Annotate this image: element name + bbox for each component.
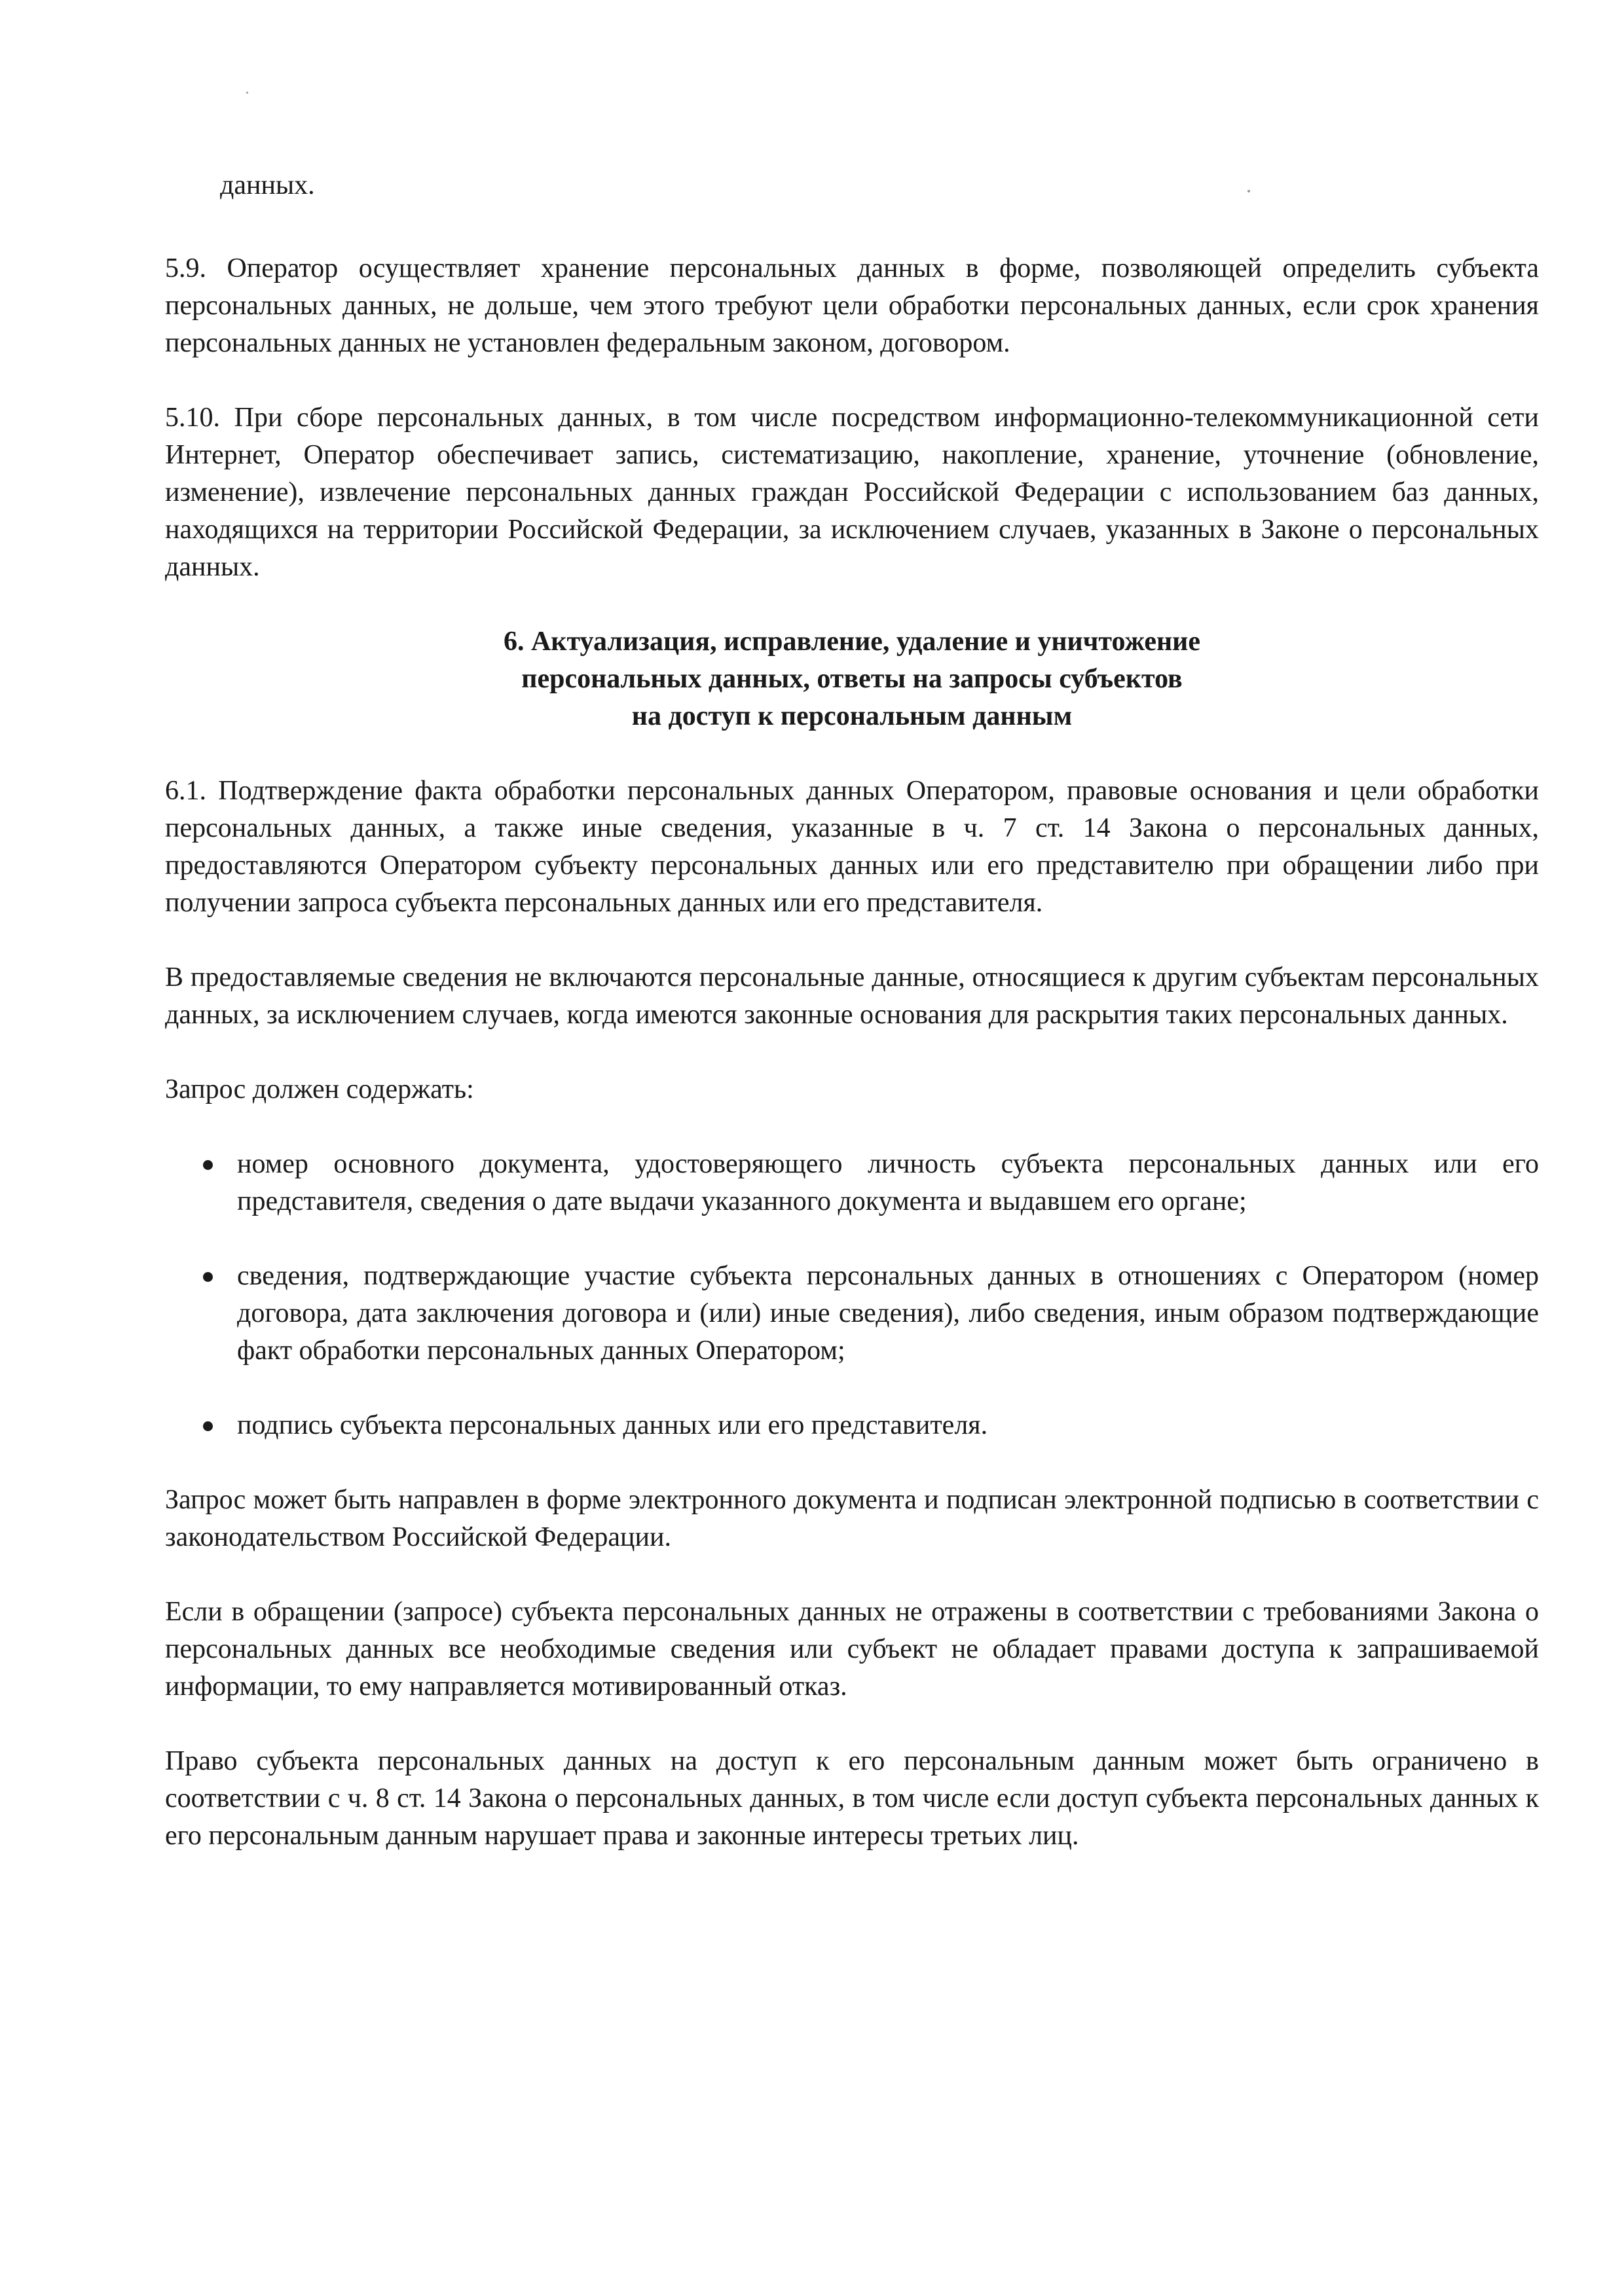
paragraph-5-10: 5.10. При сборе персональных данных, в том числе посредством информационно-телекоммуникационной сети Интернет, Оператор обеспечивает запись, систематизацию, накопление, хранение, уточнение (обновление, изменение), извлечение персональных данных граждан Российской Федерации с использованием баз данных, находящихся на территории Российской Федерации, за исключением случаев, указанных в Законе о персональных данных. [165,403,1539,582]
list-item-text: подпись субъекта персональных данных или его представителя. [237,1410,988,1440]
bullet-icon [203,1421,213,1431]
bullet-icon [203,1272,213,1282]
section-6-heading [165,623,1539,735]
list-item [165,1146,1539,1220]
paragraph-refusal: Если в обращении (запросе) субъекта персональных данных не отражены в соответствии с требованиями Закона о персональных данных все необходимые сведения или субъект не обладает правами доступа к запрашиваемой информации, то ему направляется мотивированный отказ. [165,1597,1539,1702]
scan-speck [246,92,248,94]
list-item [165,1258,1539,1370]
heading-line-2: персональных данных, ответы на запросы субъектов [521,664,1183,694]
list-item-text: номер основного документа, удостоверяющего личность субъекта персональных данных или его представителя, сведения о дате выдачи указанного документа и выдавшем его органе; [237,1149,1539,1216]
paragraph-6-1: 6.1. Подтверждение факта обработки персональных данных Оператором, правовые основания и цели обработки персональных данных, а также иные сведения, указанные в ч. 7 ст. 14 Закона о персональных данных, предоставляются Оператором субъекту персональных данных или его представителю при обращении либо при получении запроса субъекта персональных данных или его представителя. [165,776,1539,918]
paragraph-not-included: В предоставляемые сведения не включаются персональные данные, относящиеся к другим субъектам персональных данных, за исключением случаев, когда имеются законные основания для раскрытия таких персональных данных. [165,962,1539,1030]
request-requirements-list [165,1146,1539,1444]
list-item [165,1407,1539,1444]
paragraph-electronic-request: Запрос может быть направлен в форме электронного документа и подписан электронной подписью в соответствии с законодательством Российской Федерации. [165,1485,1539,1552]
bullet-icon [203,1160,213,1170]
paragraph-request-intro: Запрос должен содержать: [165,1074,474,1104]
document-body [165,167,1539,1892]
list-item-text: сведения, подтверждающие участие субъекта персональных данных в отношениях с Оператором (номер договора, дата заключения договора и (или) иные сведения), либо сведения, иным образом подтверждающие факт обработки персональных данных Оператором; [237,1261,1539,1366]
continuation-text: данных. [220,170,315,200]
paragraph-5-9: 5.9. Оператор осуществляет хранение персональных данных в форме, позволяющей определить субъекта персональных данных, не дольше, чем этого требуют цели обработки персональных данных, если срок хранения персональных данных не установлен федеральным законом, договором. [165,253,1539,358]
heading-line-3: на доступ к персональным данным [631,701,1073,731]
paragraph-access-limited: Право субъекта персональных данных на доступ к его персональным данным может быть ограничено в соответствии с ч. 8 ст. 14 Закона о персональных данных, в том числе если доступ субъекта персональных данных к его персональным данным нарушает права и законные интересы третьих лиц. [165,1746,1539,1851]
heading-line-1: 6. Актуализация, исправление, удаление и уничтожение [503,627,1201,657]
